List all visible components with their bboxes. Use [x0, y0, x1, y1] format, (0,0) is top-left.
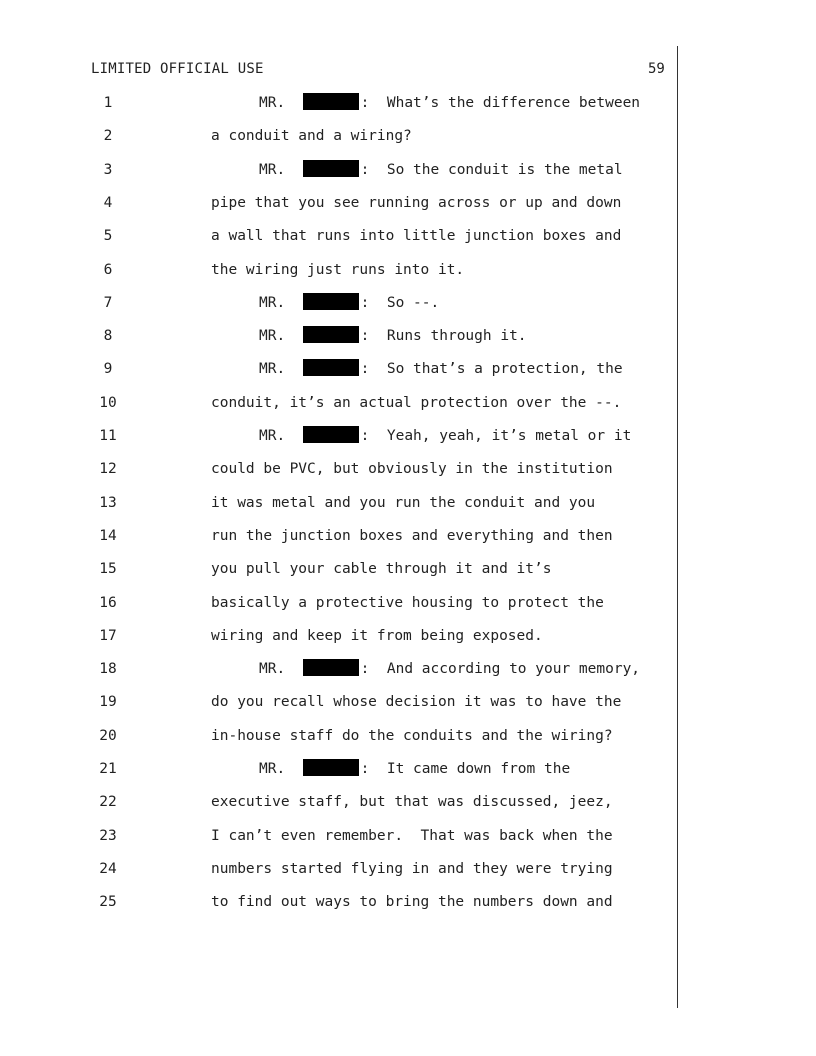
spoken-text: the wiring just runs into it.	[211, 261, 465, 278]
line-number: 11	[99, 428, 117, 444]
redacted-name-block	[303, 759, 359, 776]
line-number: 25	[99, 894, 117, 911]
transcript-line	[0, 624, 816, 648]
speaker-title: MR.	[259, 294, 286, 311]
speaker-colon: :	[360, 161, 370, 178]
spoken-text: conduit, it’s an actual protection over the --.	[211, 394, 622, 411]
transcript-line	[0, 557, 816, 581]
transcript-line	[0, 757, 816, 781]
line-text	[211, 124, 412, 148]
line-text	[211, 690, 621, 714]
transcript-line	[0, 258, 816, 282]
spoken-text: you pull your cable through it and it’s	[211, 561, 552, 578]
speaker-colon: :	[360, 95, 370, 111]
line-number: 3	[103, 161, 113, 178]
speaker-line-text	[259, 657, 640, 681]
line-number: 13	[99, 494, 117, 511]
transcript-line	[0, 824, 816, 848]
speaker-line-text	[259, 291, 439, 315]
spoken-text: executive staff, but that was discussed, jeez,	[211, 794, 613, 811]
line-number: 2	[103, 128, 113, 145]
line-number: 10	[99, 394, 117, 411]
redacted-name-block	[303, 426, 359, 443]
transcript-line	[0, 424, 816, 448]
line-text	[211, 824, 613, 848]
speaker-colon: :	[360, 328, 370, 345]
line-text	[211, 524, 613, 548]
line-number: 8	[103, 328, 113, 345]
speaker-colon: :	[360, 761, 370, 777]
speaker-line-text	[259, 357, 623, 381]
line-text	[211, 258, 464, 282]
line-text	[211, 890, 613, 914]
line-number: 22	[99, 794, 117, 811]
spoken-text: to find out ways to bring the numbers down and	[211, 894, 613, 911]
spoken-text: a conduit and a wiring?	[211, 128, 412, 145]
line-number: 23	[99, 827, 117, 844]
transcript-line	[0, 324, 816, 348]
line-text	[211, 624, 543, 648]
transcript-line	[0, 291, 816, 315]
transcript-line	[0, 724, 816, 748]
line-text	[211, 391, 621, 415]
line-number: 20	[99, 727, 117, 744]
line-number: 19	[99, 694, 117, 711]
speaker-line-text	[259, 424, 631, 448]
speaker-title: MR.	[259, 761, 286, 777]
transcript-line	[0, 224, 816, 248]
line-number: 1	[103, 95, 113, 111]
spoken-text: in-house staff do the conduits and the wiring?	[211, 727, 613, 744]
spoken-text: numbers started flying in and they were trying	[211, 860, 613, 877]
transcript-line	[0, 690, 816, 714]
line-number: 18	[99, 661, 117, 678]
redacted-name-block	[303, 160, 359, 177]
spoken-text: run the junction boxes and everything and then	[211, 527, 613, 544]
spoken-text: What’s the difference between	[369, 95, 641, 111]
line-number: 24	[99, 860, 117, 877]
transcript-line	[0, 124, 816, 148]
transcript-line	[0, 790, 816, 814]
transcript-line	[0, 524, 816, 548]
line-number: 16	[99, 594, 117, 611]
spoken-text: So --.	[369, 294, 440, 311]
transcript-line	[0, 591, 816, 615]
transcript-line	[0, 158, 816, 182]
speaker-title: MR.	[259, 661, 286, 678]
line-number: 12	[99, 461, 117, 478]
speaker-title: MR.	[259, 95, 286, 111]
speaker-colon: :	[360, 294, 370, 311]
line-number: 7	[103, 294, 113, 311]
redacted-name-block	[303, 293, 359, 310]
line-text	[211, 790, 613, 814]
line-number: 5	[103, 228, 113, 245]
speaker-line-text	[259, 91, 640, 115]
spoken-text: Yeah, yeah, it’s metal or it	[369, 428, 632, 444]
line-text	[211, 491, 595, 515]
transcript-line	[0, 391, 816, 415]
line-number: 9	[103, 361, 113, 378]
spoken-text: wiring and keep it from being exposed.	[211, 627, 543, 644]
transcript-line	[0, 457, 816, 481]
spoken-text: it was metal and you run the conduit and you	[211, 494, 596, 511]
redacted-name-block	[303, 326, 359, 343]
transcript-line	[0, 357, 816, 381]
classification-header: LIMITED OFFICIAL USE	[91, 61, 264, 77]
line-number: 17	[99, 627, 117, 644]
spoken-text: And according to your memory,	[369, 661, 641, 678]
speaker-title: MR.	[259, 328, 286, 345]
line-text	[211, 857, 613, 881]
spoken-text: It came down from the	[369, 761, 571, 777]
page-number: 59	[648, 61, 665, 77]
line-text	[211, 457, 613, 481]
line-number: 4	[103, 194, 113, 211]
spoken-text: could be PVC, but obviously in the institution	[211, 461, 613, 478]
speaker-colon: :	[360, 361, 370, 378]
transcript-line	[0, 491, 816, 515]
speaker-colon: :	[360, 428, 370, 444]
transcript-line	[0, 657, 816, 681]
speaker-line-text	[259, 324, 527, 348]
speaker-line-text	[259, 757, 570, 781]
speaker-line-text	[259, 158, 623, 182]
line-text	[211, 557, 551, 581]
line-text	[211, 191, 621, 215]
line-text	[211, 724, 613, 748]
spoken-text: I can’t even remember. That was back when the	[211, 827, 613, 844]
speaker-title: MR.	[259, 161, 286, 178]
transcript-line	[0, 890, 816, 914]
redacted-name-block	[303, 93, 359, 110]
spoken-text: Runs through it.	[369, 328, 527, 345]
spoken-text: basically a protective housing to protect the	[211, 594, 604, 611]
transcript-line	[0, 191, 816, 215]
spoken-text: do you recall whose decision it was to have the	[211, 694, 622, 711]
line-text	[211, 224, 621, 248]
speaker-title: MR.	[259, 361, 286, 378]
spoken-text: a wall that runs into little junction boxes and	[211, 228, 622, 245]
speaker-colon: :	[360, 661, 370, 678]
redacted-name-block	[303, 659, 359, 676]
redacted-name-block	[303, 359, 359, 376]
transcript-line	[0, 91, 816, 115]
transcript-line	[0, 857, 816, 881]
spoken-text: pipe that you see running across or up and down	[211, 194, 622, 211]
speaker-title: MR.	[259, 428, 286, 444]
line-number: 14	[99, 527, 117, 544]
line-number: 6	[103, 261, 113, 278]
line-number: 15	[99, 561, 117, 578]
line-text	[211, 591, 604, 615]
spoken-text: So that’s a protection, the	[369, 361, 623, 378]
line-number: 21	[99, 761, 117, 777]
spoken-text: So the conduit is the metal	[369, 161, 623, 178]
